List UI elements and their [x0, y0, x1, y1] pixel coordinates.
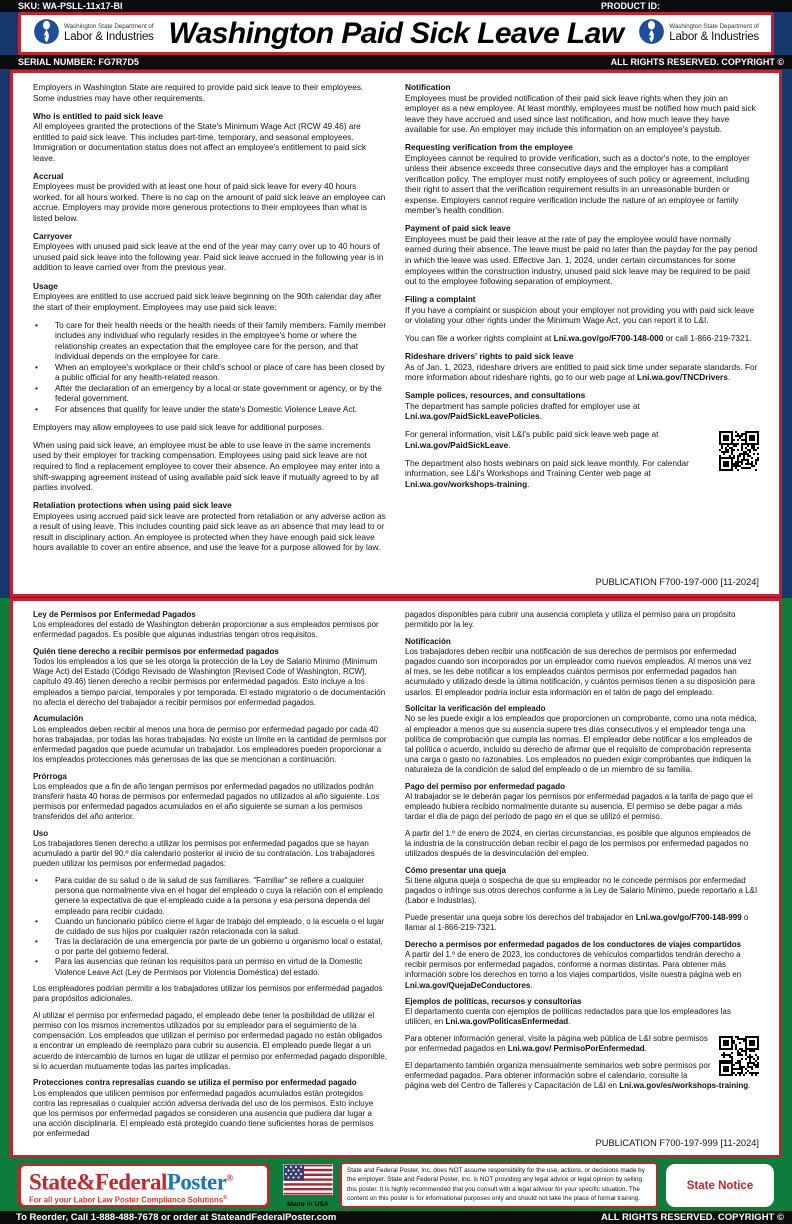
section-heading: Uso — [33, 828, 49, 838]
section-heading: Acumulación — [33, 714, 84, 724]
paragraph: If you have a complaint or suspicion about your employer not providing you with paid sick leave or violating your other rights under the Minimum Wage Act, you can report it to L&I. — [405, 304, 755, 326]
brand-part-blue: Poster — [166, 1169, 227, 1195]
top-bar — [0, 0, 792, 12]
paragraph: As of Jan. 1, 2023, rideshare drivers are entitled to paid sick time under separate standards. For more information about rideshare rights, go to our web page at Lni.wa.gov/TNCDrivers. — [405, 361, 758, 383]
brand-tagline: For all your Labor Law Poster Compliance Solutions® — [29, 1194, 228, 1205]
bullet-dot: • — [35, 876, 38, 886]
paragraph: You can file a worker rights complaint at Lni.wa.gov/go/F700-148-000 or call 1-866-219-7321. — [405, 333, 752, 344]
paragraph: Al trabajador se le deberán pagar los permisos por enfermedad pagados a la tarifa de pago que el empleado hubiera recibido normalmente durante su ausencia. El permiso se debe pagar a más tardar el día de pago del período de pago en el que se utilizó el permiso. — [405, 792, 753, 822]
paragraph: A partir del 1.º de enero de 2023, los conductores de vehículos compartidos tendrán derecho a recibir permisos por enfermedad pagados, conforme a normas distintas. Para obtener más información sobre los derechos en torno a los viajes compartidos, visite nuestra página web en Lni.wa.gov/QuejaDeConductores. — [405, 950, 742, 990]
section-heading: Payment of paid sick leave — [405, 223, 511, 234]
paragraph: Los empleadores podrían permitir a los trabajadores utilizar los permisos por enfermedad pagados para propósitos adicionales. — [33, 984, 383, 1004]
section-heading: Protecciones contra represalias cuando se utiliza el permiso por enfermedad pagado — [33, 1078, 357, 1088]
state-notice-badge: State Notice — [666, 1164, 774, 1207]
section-heading: Prórroga — [33, 771, 67, 781]
paragraph: El departamento también organiza mensualmente seminarios web sobre permisos por enfermedad pagados. Para obtener información sobre el calendario, consulte la página web del Centro de Talleres y Capacitación de L&I en Lni.wa.gov/es/workshops-training. — [405, 1060, 751, 1091]
product-id-label: PRODUCT ID: — [601, 1, 660, 11]
bullet-item: • When an employee's workplace or their child's school or place of care has been closed by a public official for any health-related reason. — [35, 361, 385, 383]
spanish-section — [10, 598, 782, 1158]
made-in-usa-label: Made in USA — [287, 1201, 329, 1208]
brand-part-red: State&Federal — [29, 1169, 167, 1195]
bullet-item: • For absences that qualify for leave under the state's Domestic Violence Leave Act. — [35, 403, 358, 414]
spanish-column-2 — [405, 610, 759, 1146]
section-heading: Solicitar la verificación del empleado — [405, 704, 546, 714]
bullet-item: • To care for their health needs or the health needs of their family members. Family member includes any individual who regularly resides in the employee's home or where the relationship creates an expectation that the employee care for the person, and that individual depends on the employee for care. — [35, 319, 387, 362]
section-heading: Pago del permiso por enfermedad pagado — [405, 781, 566, 791]
lni-logo-icon — [33, 18, 60, 50]
english-columns — [13, 73, 779, 564]
bullet-dot: • — [35, 957, 38, 967]
section-heading: Sample polices, resources, and consultations — [405, 390, 586, 401]
brand-logo-box — [18, 1163, 270, 1208]
qr-code — [719, 431, 759, 471]
bullet-list — [33, 876, 387, 978]
spanish-columns — [13, 601, 779, 1150]
section-heading: Notification — [405, 82, 451, 92]
paragraph: Employees must be paid their leave at the rate of pay the employee would have normally earned during their absence. The leave must be paid no later than the payday for the pay period in which the leave was used. Effective Jan. 1, 2024, under certain circumstances for some employees within the construction industry, unused paid sick leave may be required to be paid out to the employee following separation of employment. — [405, 233, 758, 287]
paragraph: Employees cannot be required to provide verification, such as a doctor's note, to the employer unless their absence exceeds three consecutive days and the employer has a compliant verification policy. The employer must notify employees of such policy or agreement, including their right to assert that the verification requirement results in an unreasonable burden or expense. Employers cannot require verification include the nature of an employee or family member's health condition. — [405, 152, 750, 216]
serial-number: SERIAL NUMBER: FG7R7D5 — [18, 57, 139, 67]
section-heading: Cómo presentar una queja — [405, 865, 506, 875]
paragraph: Al utilizar el permiso por enfermedad pagado, el empleado debe tener la posibilidad de utilizar el permiso con los mismos incrementos utilizados por su empleador para el seguimiento de la compensación. Los empleados que utilizan el permiso por enfermedad pagado no están obligados a encontrar un empleado de reemplazo para cubrir su ausencia. El empleado puede llegar a un acuerdo de intercambio de turnos en lugar de utilizar el permiso por enfermedad pagado disponible, si lo acuerdan mutuamente todas las partes implicadas. — [33, 1010, 387, 1071]
paragraph: Los empleados que a fin de año tengan permisos por enfermedad pagados no utilizados podrán transferir hasta 40 horas de permisos por enfermedad pagados no utilizados al año siguiente. Los permisos por enfermedad pagados acumulados en el año siguiente se suman a los permisos transferidos del año anterior. — [33, 781, 380, 822]
paragraph: Si tiene alguna queja o sospecha de que su empleador no le concede permisos por enfermedad pagados o infringe sus otros derechos conforme a la Ley de Salario Mínimo, puede reportarlo a L&I (Labor e Industrias). — [405, 876, 758, 906]
reorder-text: To Reorder, Call 1-888-488-7678 or order at StateandFederalPoster.com — [16, 1212, 337, 1223]
made-in-usa — [281, 1164, 335, 1208]
paragraph: Employers in Washington State are required to provide paid sick leave to their employees. Some industries may have other requirements. — [33, 82, 364, 103]
bullet-dot: • — [35, 319, 38, 330]
paragraph: All employees granted the protections of the State's Minimum Wage Act (RCW 49.46) are entitled to paid sick leave. This includes part-time, temporary, and seasonal employees. Immigration or documentation status does not affect an employee's entitlement to paid sick leave. — [33, 121, 367, 163]
paragraph: Employees must be provided notification of their paid sick leave rights when they join an employer as a new employee. At least monthly, employees must be notified how much paid sick leave they have accrued and used since last notification, and how much leave they have available for use. An employer may include this information on an employee's paystub. — [405, 92, 756, 135]
section-heading: Notificación — [405, 636, 451, 646]
lni-dept-line: Washington State Department of — [669, 23, 759, 31]
section-heading: Filing a complaint — [405, 294, 476, 305]
paragraph: Puede presentar una queja sobre los derechos del trabajador en Lni.wa.gov/go/F700-148-999 o llamar al 1-866-219-7321. — [405, 913, 749, 933]
lni-name-line: Labor & Industries — [64, 30, 154, 43]
section-heading: Retaliation protections when using paid sick leave — [33, 500, 232, 511]
section-heading: Usage — [33, 280, 58, 291]
section-heading: Derecho a permisos por enfermedad pagados de los conductores de viajes compartidos — [405, 939, 742, 949]
bullet-dot: • — [35, 937, 38, 947]
lni-logo-text — [64, 24, 154, 43]
bottom-bar — [0, 1211, 792, 1224]
lni-logo-text — [669, 24, 759, 43]
serial-bar — [0, 55, 792, 69]
bullet-list — [33, 320, 387, 415]
disclaimer-text: State and Federal Poster, Inc. does NOT assume responsibility for the use, actions, or decisions made by the employer. State and Federal Poster, Inc. is NOT providing any legal advice or legal opinion by selling this poster. It is highly recommended that you consult with a legal advisor for your specific situation. The content on this poster is for informational purposes only and should not take the place of formal training. — [340, 1162, 658, 1208]
bullet-item: • Cuando un funcionario público cierre el lugar de trabajo del empleado, o la escuela o el lugar de cuidado de sus hijos por cualquier razón relacionada con la salud. — [35, 916, 385, 936]
paragraph: The department has sample policies drafted for employer use at Lni.wa.gov/PaidSickLeavePolicies. — [405, 400, 640, 422]
sku-label: SKU: WA-PSLL-11x17-BI — [18, 1, 123, 11]
lni-logo-left — [33, 18, 154, 50]
section-heading: Ejemplos de políticas, recursos y consultorías — [405, 997, 582, 1007]
section-heading: Who is entitled to paid sick leave — [33, 110, 164, 121]
paragraph: pagados disponibles para cubrir una ausencia completa y utiliza el permiso para un propósito permitido por la ley. — [405, 610, 736, 630]
bullet-item: • After the declaration of an emergency by a local or state government or agency, or by the federal government. — [35, 382, 382, 404]
publication-number-english: PUBLICATION F700-197-000 [11-2024] — [595, 577, 759, 587]
paragraph: Los trabajadores tienen derecho a utilizar los permisos por enfermedad pagados que se hayan acumulado a partir del 90.º día calendario posterior al inicio de su contratación. Los trabajadores pueden utilizar los permisos por enfermedad pagados: — [33, 839, 375, 869]
paragraph: Los empleados que utilicen permisos por enfermedad pagados acumulados están protegidos contra las represalias o cualquier acción adversa derivada del uso de los permisos. Esto incluye que los permisos por enfermedad pagados se consideren una ausencia que pudiera dar lugar a una acción disciplinaria. El empleado está protegido cuando tiene suficientes horas de permisos por enfermedad — [33, 1088, 374, 1139]
us-flag-icon — [283, 1182, 333, 1199]
english-section — [10, 70, 782, 597]
english-column-2 — [405, 82, 759, 560]
english-column-1 — [33, 82, 387, 560]
section-heading: Carryover — [33, 230, 73, 241]
section-heading: Accrual — [33, 170, 64, 181]
qr-code — [719, 1036, 759, 1076]
bullet-dot: • — [35, 382, 38, 393]
page-title: Washington Paid Sick Leave Law — [168, 16, 624, 50]
section-heading: Ley de Permisos por Enfermedad Pagados — [33, 610, 196, 619]
paragraph: Employees must be provided with at least one hour of paid sick leave for every 40 hours worked, for all hours worked. There is no cap on the amount of paid sick leave an employee can accrue. Employers may provide more generous protections to their employees than what is listed below. — [33, 181, 386, 223]
paragraph: Los empleados deben recibir al menos una hora de permiso por enfermedad pagado por cada 40 horas trabajadas, por todas las horas trabajadas. No existe un límite en la cantidad de permisos por enfermedad pagados que puede acumular un trabajador. Los empleadores pueden proporcionar a los empleados protecciones más generosas de las que se mencionan a continuación. — [33, 724, 387, 765]
bullet-dot: • — [35, 403, 38, 414]
lni-logo-right — [638, 18, 759, 50]
bullet-dot: • — [35, 916, 38, 926]
paragraph: Employees are entitled to use accrued paid sick leave beginning on the 90th calendar day after the start of their employment. Employees may use paid sick leave: — [33, 291, 382, 312]
bullet-dot: • — [35, 361, 38, 372]
section-heading: Requesting verification from the employee — [405, 142, 573, 153]
paragraph: The department also hosts webinars on paid sick leave monthly. For calendar information, see L&I's Workshops and Training Center web page at Lni.wa.gov/workshops-training. — [405, 457, 689, 489]
section-heading: Rideshare drivers' rights to paid sick leave — [405, 351, 574, 362]
paragraph: When using paid sick leave, an employee must be able to use leave in the same increments used by their employer for tracking compensation. Employees using paid sick leave are not required to find a replacement employee to cover their absence. An employee may enter into a shift-swapping agreement instead of using available paid sick leave if mutually agreed to by all parties involved. — [33, 439, 380, 493]
publication-number-spanish: PUBLICATION F700-197-999 [11-2024] — [595, 1138, 759, 1148]
lni-logo-icon — [638, 18, 665, 50]
header-panel — [18, 12, 774, 55]
paragraph: Employers may allow employees to use paid sick leave for additional purposes. — [33, 421, 324, 432]
paragraph: No se les puede exigir a los empleados que proporcionen un comprobante, como una nota médica, al empleador a menos que su ausencia supere tres días consecutivos y el empleador tenga una política de comprobación que cumpla las normas. El empleador debe notificar a los empleados de tal política o acuerdo, incluido su derecho de afirmar que el requisito de comprobación representa una carga o gasto no razonables. Los empleados no pueden exigir comprobantes que indiquen la naturaleza de la condición de salud del empleado o de un miembro de su familia. — [405, 714, 757, 775]
bullet-item: • Tras la declaración de una emergencia por parte de un gobierno u organismo local o estatal, o por parte del gobierno federal. — [35, 937, 383, 957]
registered-mark: ® — [226, 1173, 233, 1183]
paragraph: Employees with unused paid sick leave at the end of the year may carry over up to 40 hours of unused paid sick leave into the following year. Paid sick leave accrued in the following year is in addition to leave carried over from the previous year. — [33, 241, 384, 273]
lni-name-line: Labor & Industries — [669, 30, 759, 43]
rights-text-bottom: ALL RIGHTS RESERVED. COPYRIGHT © — [601, 1212, 784, 1223]
brand-wordmark — [29, 1166, 259, 1195]
paragraph: Para obtener información general, visite la página web pública de L&I sobre permisos por enfermedad pagados en Lni.wa.gov/ PermisoPorEnfermedad. — [405, 1034, 708, 1054]
paragraph: Todos los empleados a los que se les otorga la protección de la Ley de Salario Mínimo (Minimum Wage Act) del Estado (Código Revisado de Washington [Revised Code of Washington, RCW], capítulo 49.46) tienen derecho a recibir permisos por enfermedad pagados. Esto incluye a los empleados a tiempo parcial, temporales y por temporada. El estado migratorio o de documentación no afecta el derecho del trabajador a recibir permisos por enfermedad pagados. — [33, 657, 386, 707]
paragraph: For general information, visit L&I's public paid sick leave web page at Lni.wa.gov/PaidSickLeave. — [405, 429, 659, 450]
rights-text-top: ALL RIGHTS RESERVED. COPYRIGHT © — [610, 57, 784, 67]
paragraph: Los empleadores del estado de Washington deberán proporcionar a sus empleados permisos por enfermedad pagados. Es posible que algunas industrias tengan otros requisitos. — [33, 620, 379, 640]
spanish-column-1 — [33, 610, 387, 1146]
paragraph: El departamento cuenta con ejemplos de políticas redactados para que los empleadores las utilicen, en Lni.wa.gov/PoliticasEnfermedad. — [405, 1007, 731, 1027]
bullet-item: • Para las ausencias que reúnan los requisitos para un permiso en virtud de la Domestic Violence Leave Act (Ley de Permisos por Violencia Doméstica) del estado. — [35, 957, 363, 977]
paragraph: A partir del 1.º de enero de 2024, en ciertas circunstancias, es posible que algunos empleados de la industria de la construcción deban recibir el pago de los permisos por enfermedad pagados no utilizados después de la desvinculación del empleo. — [405, 828, 751, 859]
paragraph: Los trabajadores deben recibir una notificación de sus derechos de permisos por enfermedad pagados cuando son incorporados por un empleador como nuevos empleados. Al menos una vez al mes, se les debe notificar a los empleados cuántos permisos por enfermedad pagados han acumulado y utilizado desde la última notificación, y cuántos permisos tienen a su disposición para usarlos. El empleador podría incluir esta información en el talón de pago del empleado. — [405, 646, 755, 697]
lni-dept-line: Washington State Department of — [64, 23, 154, 31]
bullet-item: • Para cuidar de su salud o de la salud de sus familiares. "Familiar" se refiere a cualquier persona que normalmente viva en el hogar del empleado o cuya la relación con el empleado genere la expectativa de que el empleado cuide a la persona y esa persona dependa del empleado para recibir cuidado. — [35, 876, 383, 916]
section-heading: Quién tiene derecho a recibir permisos por enfermedad pagados — [33, 646, 279, 656]
paragraph: Employees using accrued paid sick leave are protected from retaliation or any adverse action as a result of using leave. This includes counting paid sick leave as an absence that may lead to or result in disciplinary action. An employee is protected when they have enough paid sick leave hours available to cover an entire absence, and use the leave for a purpose allowed for by law. — [33, 510, 386, 553]
